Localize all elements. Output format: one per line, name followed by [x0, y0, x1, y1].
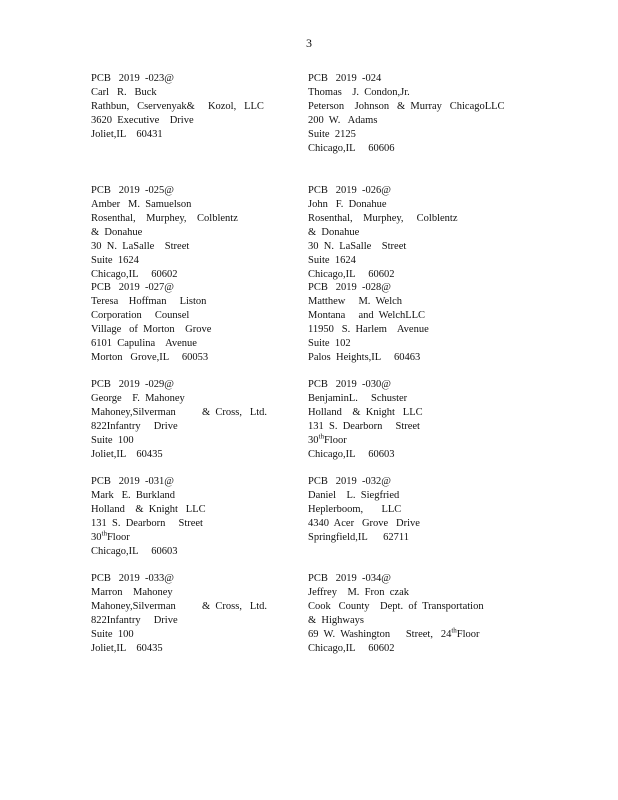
entry-line: 11950 S. Harlem Avenue [308, 324, 429, 335]
entry-line: Thomas J. Condon,Jr. [308, 87, 410, 98]
entry-line: Palos Heights,IL 60463 [308, 352, 421, 363]
entry-line: Mahoney,Silverman & Cross, Ltd. [91, 407, 268, 418]
entry-line: Suite 1624 [91, 255, 139, 266]
entry-line: Rosenthal, Murphey, Colblentz [91, 213, 238, 224]
entry-line: Suite 102 [308, 338, 351, 349]
service-entry-031 [91, 475, 301, 559]
entry-line: PCB 2019 -031@ [91, 476, 174, 487]
entry-line: PCB 2019 -028@ [308, 282, 391, 293]
entry-line: Heplerboom, LLC [308, 504, 402, 515]
ordinal-suffix: th [451, 626, 457, 635]
entry-line: 4340 Acer Grove Drive [308, 518, 420, 529]
entry-line: 30 N. LaSalle Street [308, 241, 407, 252]
entry-line: Mahoney,Silverman & Cross, Ltd. [91, 601, 268, 612]
service-entry-027 [91, 281, 301, 365]
entry-line: Cook County Dept. of Transportation [308, 601, 484, 612]
entry-line: Rosenthal, Murphey, Colblentz [308, 213, 458, 224]
entry-line: Joliet,IL 60435 [91, 449, 163, 460]
entry-line: & Donahue [91, 227, 143, 238]
entry-line: Peterson Johnson & Murray ChicagoLLC [308, 101, 505, 112]
entry-line: PCB 2019 -025@ [91, 185, 174, 196]
entry-line: PCB 2019 -026@ [308, 185, 391, 196]
entry-line: PCB 2019 -024 [308, 73, 382, 84]
floor-label: Floor [456, 629, 480, 640]
entry-line: PCB 2019 -029@ [91, 379, 174, 390]
entry-line: 822Infantry Drive [91, 421, 178, 432]
service-entry-025 [91, 184, 301, 282]
street-address: 69 W. Washington Street, 24 [308, 629, 452, 640]
entry-line: 3620 Executive Drive [91, 115, 194, 126]
service-entry-023 [91, 72, 301, 142]
floor-label: Floor [323, 435, 347, 446]
entry-line: Montana and WelchLLC [308, 310, 426, 321]
entry-line: Corporation Counsel [91, 310, 190, 321]
entry-line: & Donahue [308, 227, 360, 238]
service-entry-030 [308, 378, 568, 462]
entry-line: Chicago,IL 60602 [308, 643, 395, 654]
entry-line: Suite 100 [91, 629, 134, 640]
entry-line: Amber M. Samuelson [91, 199, 192, 210]
entry-line: PCB 2019 -034@ [308, 573, 391, 584]
entry-line: Joliet,IL 60435 [91, 643, 163, 654]
service-entry-029 [91, 378, 301, 462]
entry-line: Suite 2125 [308, 129, 356, 140]
entry-line: PCB 2019 -023@ [91, 73, 174, 84]
floor-number: 30 [308, 435, 319, 446]
entry-line: Chicago,IL 60603 [308, 449, 395, 460]
entry-line: 6101 Capulina Avenue [91, 338, 197, 349]
entry-line: Jeffrey M. Fron czak [308, 587, 409, 598]
floor-number: 30 [91, 532, 102, 543]
entry-line: & Highways [308, 615, 364, 626]
entry-line [308, 628, 568, 642]
service-entry-034 [308, 572, 568, 656]
service-entry-032 [308, 475, 568, 545]
entry-line: Holland & Knight LLC [308, 407, 423, 418]
entry-line: Holland & Knight LLC [91, 504, 206, 515]
entry-line: Chicago,IL 60603 [91, 546, 178, 557]
service-entry-026 [308, 184, 568, 282]
entry-line: Springfield,IL 62711 [308, 532, 410, 543]
entry-line: BenjaminL. Schuster [308, 393, 408, 404]
page-number: 3 [306, 36, 312, 50]
entry-line: Rathbun, Cservenyak& Kozol, LLC [91, 101, 264, 112]
entry-line: 131 S. Dearborn Street [308, 421, 420, 432]
entry-line: 822Infantry Drive [91, 615, 178, 626]
entry-line: Chicago,IL 60606 [308, 143, 395, 154]
floor-label: Floor [106, 532, 130, 543]
entry-line: Suite 100 [91, 435, 134, 446]
entry-line: 30 N. LaSalle Street [91, 241, 190, 252]
entry-line: Carl R. Buck [91, 87, 157, 98]
entry-line: George F. Mahoney [91, 393, 185, 404]
entry-line: PCB 2019 -030@ [308, 379, 391, 390]
entry-line: Chicago,IL 60602 [91, 269, 178, 280]
ordinal-suffix: th [318, 432, 324, 441]
entry-line: PCB 2019 -032@ [308, 476, 391, 487]
entry-line: Village of Morton Grove [91, 324, 212, 335]
entry-line: PCB 2019 -027@ [91, 282, 174, 293]
service-entry-024 [308, 72, 568, 156]
entry-line: Suite 1624 [308, 255, 356, 266]
ordinal-suffix: th [101, 529, 107, 538]
entry-line: Morton Grove,IL 60053 [91, 352, 209, 363]
entry-line: Marron Mahoney [91, 587, 173, 598]
entry-line [308, 434, 568, 448]
service-entry-033 [91, 572, 301, 656]
entry-line: John F. Donahue [308, 199, 387, 210]
entry-line: 200 W. Adams [308, 115, 378, 126]
entry-line: Mark E. Burkland [91, 490, 175, 501]
entry-line: Chicago,IL 60602 [308, 269, 395, 280]
entry-line: Daniel L. Siegfried [308, 490, 400, 501]
entry-line: PCB 2019 -033@ [91, 573, 174, 584]
entry-line: Teresa Hoffman Liston [91, 296, 207, 307]
entry-line: 131 S. Dearborn Street [91, 518, 203, 529]
service-entry-028 [308, 281, 568, 365]
entry-line: Joliet,IL 60431 [91, 129, 163, 140]
entry-line [91, 531, 301, 545]
entry-line: Matthew M. Welch [308, 296, 403, 307]
